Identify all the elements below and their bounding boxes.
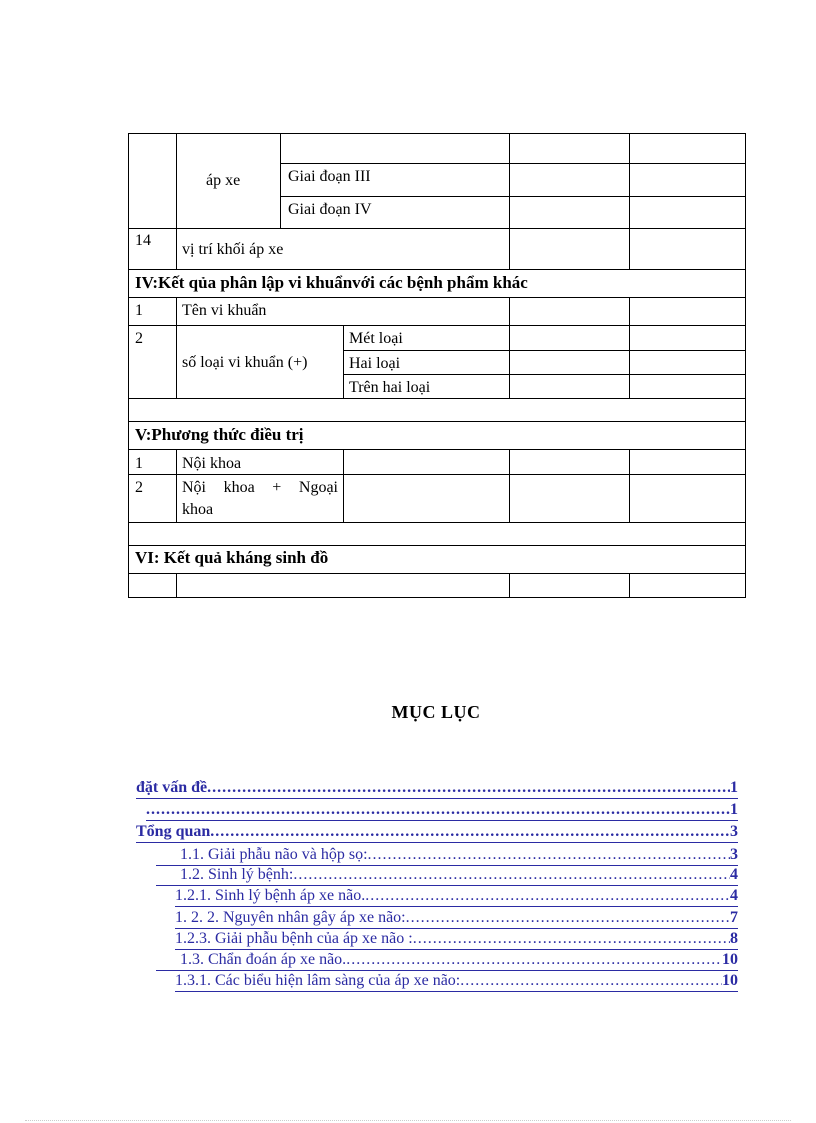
toc-entry-1-2[interactable] (156, 865, 738, 886)
toc-entry-label: đặt vấn đề (136, 779, 208, 796)
s4-row-1-label: Tên vi khuẩn (182, 302, 267, 319)
section-4-heading: IV:Kết qủa phân lập vi khuẩnvới các bệnh phẩm khác (135, 273, 528, 292)
toc-entry-1-3[interactable] (156, 950, 738, 971)
toc-entry-label: Tổng quan (136, 823, 211, 840)
toc-entry-tong-quan[interactable] (136, 822, 738, 843)
s5-row-2-number: 2 (135, 479, 143, 496)
page-bottom-divider (25, 1120, 791, 1121)
toc-entry-dat-van-de[interactable] (136, 778, 738, 799)
stage-3-label: Giai đoạn III (288, 168, 371, 185)
toc-entry-label: 1.3.1. Các biểu hiện lâm sàng của áp xe não: (175, 972, 461, 989)
toc-entry-1-2-1[interactable] (175, 886, 738, 907)
toc-entry-blank[interactable] (146, 800, 738, 821)
toc-title: MỤC LỤC (391, 702, 481, 722)
toc-entry-page: 1 (730, 779, 738, 796)
toc-entry-page: 4 (730, 866, 738, 883)
toc-entry-label: 1.3. Chẩn đoán áp xe não. (180, 951, 347, 968)
toc-entry-page: 3 (730, 846, 738, 863)
section-5-heading: V:Phương thức điều trị (135, 425, 304, 444)
toc-entry-page: 7 (730, 909, 738, 926)
toc-entry-page: 8 (730, 930, 738, 947)
toc-entry-page: 4 (730, 887, 738, 904)
toc-entry-page: 3 (730, 823, 738, 840)
s4-row-2-number: 2 (135, 330, 143, 347)
s5-row-1-label: Nội khoa (182, 455, 242, 472)
toc-entry-label: 1.2.1. Sinh lý bệnh áp xe não. (175, 887, 366, 904)
s4-row-2-label: số loại vi khuẩn (+) (182, 354, 308, 371)
toc-entry-1-3-1[interactable] (175, 971, 738, 992)
s4-row-1-number: 1 (135, 302, 143, 319)
row-14-number: 14 (135, 232, 151, 249)
row-14-label: vị trí khối áp xe (182, 241, 284, 258)
section-6-heading: VI: Kết quả kháng sinh đồ (135, 548, 329, 567)
stage-4-label: Giai đoạn IV (288, 201, 372, 218)
s4-option-2: Hai loại (349, 355, 401, 372)
toc-entry-1-2-2[interactable] (175, 908, 738, 929)
toc-entry-label: 1. 2. 2. Nguyên nhân gây áp xe não: (175, 909, 406, 926)
toc-entry-label: 1.2. Sinh lý bệnh: (180, 866, 294, 883)
s5-row-1-number: 1 (135, 455, 143, 472)
s4-option-3: Trên hai loại (349, 379, 431, 396)
s4-option-1: Mét loại (349, 330, 403, 347)
abscess-label: áp xe (206, 172, 241, 189)
toc-entry-label: 1.1. Giải phẫu não và hộp sọ: (180, 846, 368, 863)
toc-entry-page: 10 (722, 972, 738, 989)
toc-entry-1-1[interactable] (156, 845, 738, 866)
toc-entry-page: 1 (730, 801, 738, 818)
s5-row-2-label-line-1: Nội khoa + Ngoại (182, 479, 338, 496)
toc-entry-page: 10 (722, 951, 738, 968)
toc-entry-1-2-3[interactable] (175, 929, 738, 950)
s5-row-2-label-line-2: khoa (182, 501, 214, 518)
toc-entry-label: 1.2.3. Giải phẫu bệnh của áp xe não : (175, 930, 413, 947)
